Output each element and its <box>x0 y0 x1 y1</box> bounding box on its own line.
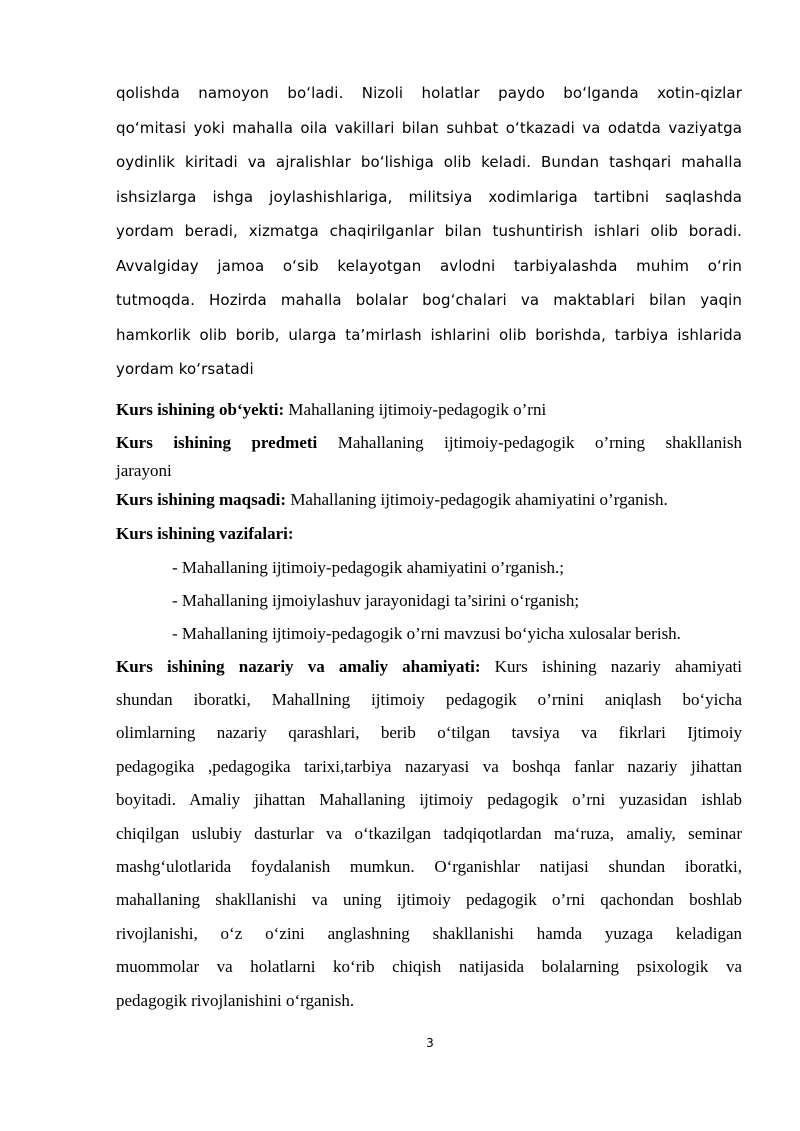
intro-line: oydinlik kiritadi va ajralishlar boʻlishiga olib keladi. Bundan tashqari mahalla <box>116 153 742 171</box>
subject-line-1 <box>116 427 742 459</box>
task-item: - Mahallaning ijtimoiy-pedagogik ahamiyatini o’rganish.; <box>172 557 565 577</box>
course-info <box>116 393 742 1017</box>
significance-paragraph <box>116 650 742 1017</box>
intro-line: qolishda namoyon boʻladi. Nizoli holatlar paydo boʻlganda xotin-qizlar <box>116 84 742 102</box>
task-item: - Mahallaning ijtimoiy-pedagogik o’rni mavzusi bo‘yicha xulosalar berish. <box>172 623 681 643</box>
intro-line: tutmoqda. Hozirda mahalla bolalar bogʻchalari va maktablari bilan yaqin <box>116 291 742 309</box>
intro-line: hamkorlik olib borib, ularga taʼmirlash ishlarini olib borishda, tarbiya ishlarida <box>116 325 742 344</box>
document-page <box>116 76 742 1017</box>
significance-first-text: Kurs ishining nazariy ahamiyati <box>480 656 743 676</box>
intro-line: Avvalgiday jamoa oʻsib kelayotgan avlodni tarbiyalashda muhim oʻrin <box>116 256 742 275</box>
page-number: 3 <box>426 1036 434 1050</box>
object-row <box>116 393 742 427</box>
intro-line: yordam koʻrsatadi <box>116 360 254 378</box>
intro-line: qoʻmitasi yoki mahalla oila vakillari bilan suhbat oʻtkazadi va odatda vaziyatga <box>116 118 742 137</box>
significance-line: muommolar va holatlarni ko‘rib chiqish natijasida bolalarning psixologik va <box>116 957 742 977</box>
tasks-label: Kurs ishining vazifalari: <box>116 523 294 543</box>
significance-line: rivojlanishi, o‘z o‘zini anglashning shakllanishi hamda yuzaga keladigan <box>116 923 742 943</box>
significance-line: chiqilgan uslubiy dasturlar va o‘tkazilgan tadqiqotlardan ma‘ruza, amaliy, seminar <box>116 823 742 843</box>
subject-label: Kurs ishining predmeti <box>116 432 318 452</box>
significance-label: Kurs ishining nazariy va amaliy ahamiyati: <box>116 656 481 676</box>
significance-line: shundan iboratki, Mahallning ijtimoiy pedagogik o’rnini aniqlash bo‘yicha <box>116 689 742 709</box>
significance-line: mashg‘ulotlarida foydalanish mumkun. O‘rganishlar natijasi shundan iboratki, <box>116 856 742 876</box>
object-text: Mahallaning ijtimoiy-pedagogik o’rni <box>284 399 547 419</box>
subject-text: Mahallaning ijtimoiy-pedagogik o’rning shakllanish <box>317 432 742 452</box>
significance-line: boyitadi. Amaliy jihattan Mahallaning ijtimoiy pedagogik o’rni yuzasidan ishlab <box>116 790 742 810</box>
object-label: Kurs ishining ob‘yekti: <box>116 399 285 419</box>
intro-line: yordam beradi, xizmatga chaqirilganlar bilan tushuntirish ishlari olib boradi. <box>116 222 742 240</box>
significance-line: mahallaning shakllanishi va uning ijtimoiy pedagogik o’rni qachondan boshlab <box>116 890 742 910</box>
intro-line: ishsizlarga ishga joylashishlariga, militsiya xodimlariga tartibni saqlashda <box>116 187 742 206</box>
task-item: - Mahallaning ijmoiylashuv jarayonidagi ta’sirini o‘rganish; <box>172 590 580 610</box>
goal-label: Kurs ishining maqsadi: <box>116 489 287 509</box>
goal-text: Mahallaning ijtimoiy-pedagogik ahamiyatini o’rganish. <box>286 489 668 509</box>
significance-first-line <box>116 650 742 683</box>
significance-line: pedagogika ,pedagogika tarixi,tarbiya nazaryasi va boshqa fanlar nazariy jihattan <box>116 756 742 776</box>
subject-line-2: jarayoni <box>116 460 172 480</box>
significance-line: pedagogik rivojlanishini o‘rganish. <box>116 990 355 1010</box>
significance-line: olimlarning nazariy qarashlari, berib o‘tilgan tavsiya va fikrlari Ijtimoiy <box>116 723 742 743</box>
intro-paragraph <box>116 76 742 387</box>
subject-row <box>116 427 742 483</box>
tasks-list <box>116 551 742 650</box>
goal-row <box>116 483 742 517</box>
tasks-heading-row <box>116 517 742 551</box>
